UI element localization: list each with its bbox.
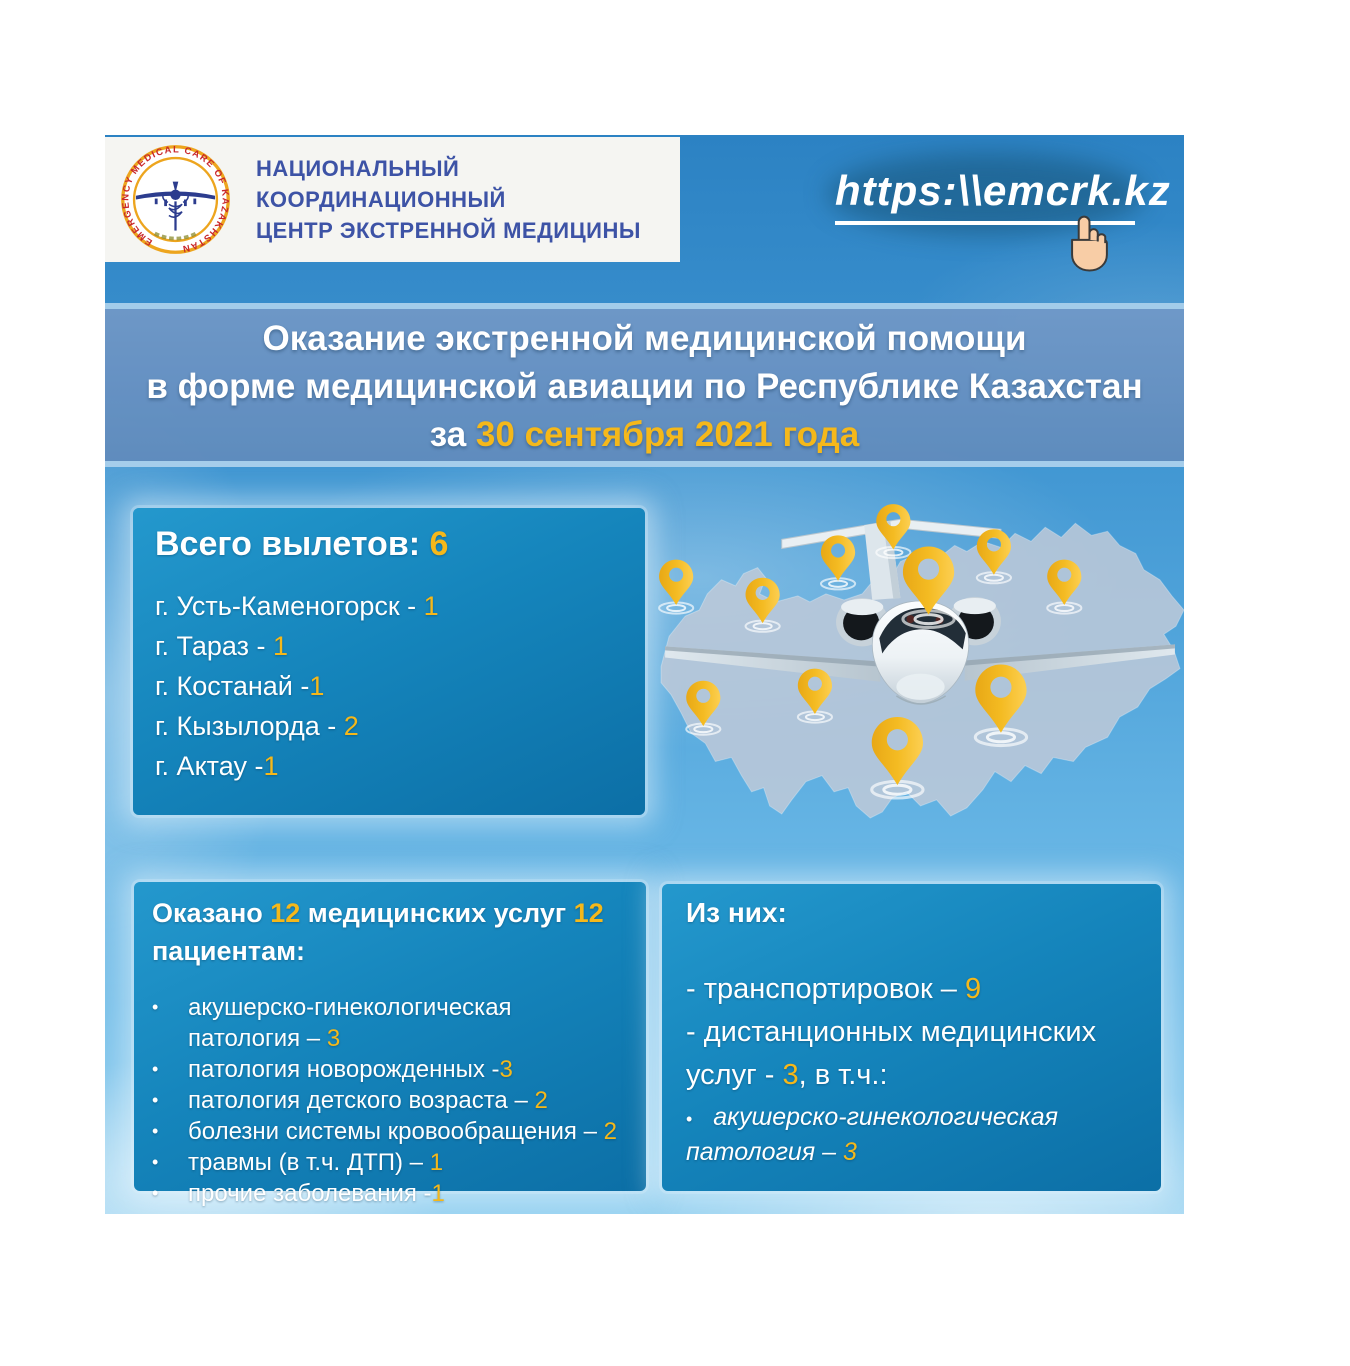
breakdown-list: [686, 968, 1137, 1169]
flights-panel: [133, 508, 645, 815]
bullet-dot: •: [686, 1109, 693, 1129]
map-pin-icon: [659, 560, 693, 614]
kazakhstan-map: [647, 497, 1184, 820]
bullet-dot: •: [152, 997, 159, 1017]
title-line3: [105, 411, 1184, 459]
bullet-dot: •: [152, 1090, 159, 1110]
list-item: услуг - 3, в т.ч.:: [686, 1059, 888, 1091]
org-name-line2: ЦЕНТР ЭКСТРЕННОЙ МЕДИЦИНЫ: [256, 218, 641, 243]
list-item: • травмы (в т.ч. ДТП) – 1: [152, 1149, 444, 1176]
list-item: г. Усть-Каменогорск - 1: [155, 591, 439, 621]
flights-heading: [155, 524, 623, 564]
flights-city-list: [155, 586, 623, 786]
breakdown-heading: Из них:: [686, 897, 787, 928]
pointer-hand-icon: [1061, 215, 1113, 273]
org-name-line1: НАЦИОНАЛЬНЫЙ КООРДИНАЦИОННЫЙ: [256, 156, 506, 212]
list-item: • акушерско-гинекологическая патология – 3: [686, 1103, 1058, 1166]
title-line3-prefix: за: [429, 415, 476, 454]
emergency-medical-care-logo-icon: [119, 143, 232, 256]
title-panel: [105, 303, 1184, 467]
list-item: г. Кызылорда - 2: [155, 711, 359, 741]
website-url-block: [825, 145, 1171, 275]
list-item: • патология детского возраста – 2: [152, 1087, 548, 1114]
list-item: • болезни системы кровообращения – 2: [152, 1118, 617, 1145]
org-name: [256, 153, 680, 246]
poster-canvas: [105, 135, 1184, 1214]
list-item: - транспортировок – 9: [686, 973, 982, 1005]
list-item: • акушерско-гинекологическая патология – 3: [152, 994, 512, 1052]
services-heading: Оказано 12 медицинских услуг 12 пациентам:: [152, 898, 604, 966]
bullet-dot: •: [152, 1152, 159, 1172]
list-item: - дистанционных медицинских: [686, 1016, 1097, 1048]
list-item: г. Костанай -1: [155, 671, 325, 701]
breakdown-panel: [662, 884, 1161, 1191]
map-pin-icon: [821, 535, 855, 589]
flights-heading-label: Всего вылетов:: [155, 525, 430, 563]
bullet-dot: •: [152, 1121, 159, 1141]
bullet-dot: •: [152, 1059, 159, 1079]
list-item: г. Тараз - 1: [155, 631, 288, 661]
header-logo-band: [105, 137, 680, 262]
list-item: г. Актау -1: [155, 751, 279, 781]
title-line1: Оказание экстренной медицинской помощи: [262, 319, 1027, 358]
list-item: • прочие заболевания -1: [152, 1180, 445, 1207]
title-line2: в форме медицинской авиации по Республике Казахстан: [146, 367, 1143, 406]
services-panel: [134, 882, 646, 1207]
flights-total-value: 6: [429, 525, 449, 563]
title-date: 30 сентября 2021 года: [475, 415, 860, 454]
services-list: [152, 992, 628, 1209]
logo-ring-text: EMERGENCY MEDICAL CARE OF KAZAKHSTAN: [119, 143, 232, 256]
bullet-dot: •: [152, 1183, 159, 1203]
list-item: • патология новорожденных -3: [152, 1056, 513, 1083]
website-url-link[interactable]: https:\\emcrk.kz: [835, 167, 1135, 225]
